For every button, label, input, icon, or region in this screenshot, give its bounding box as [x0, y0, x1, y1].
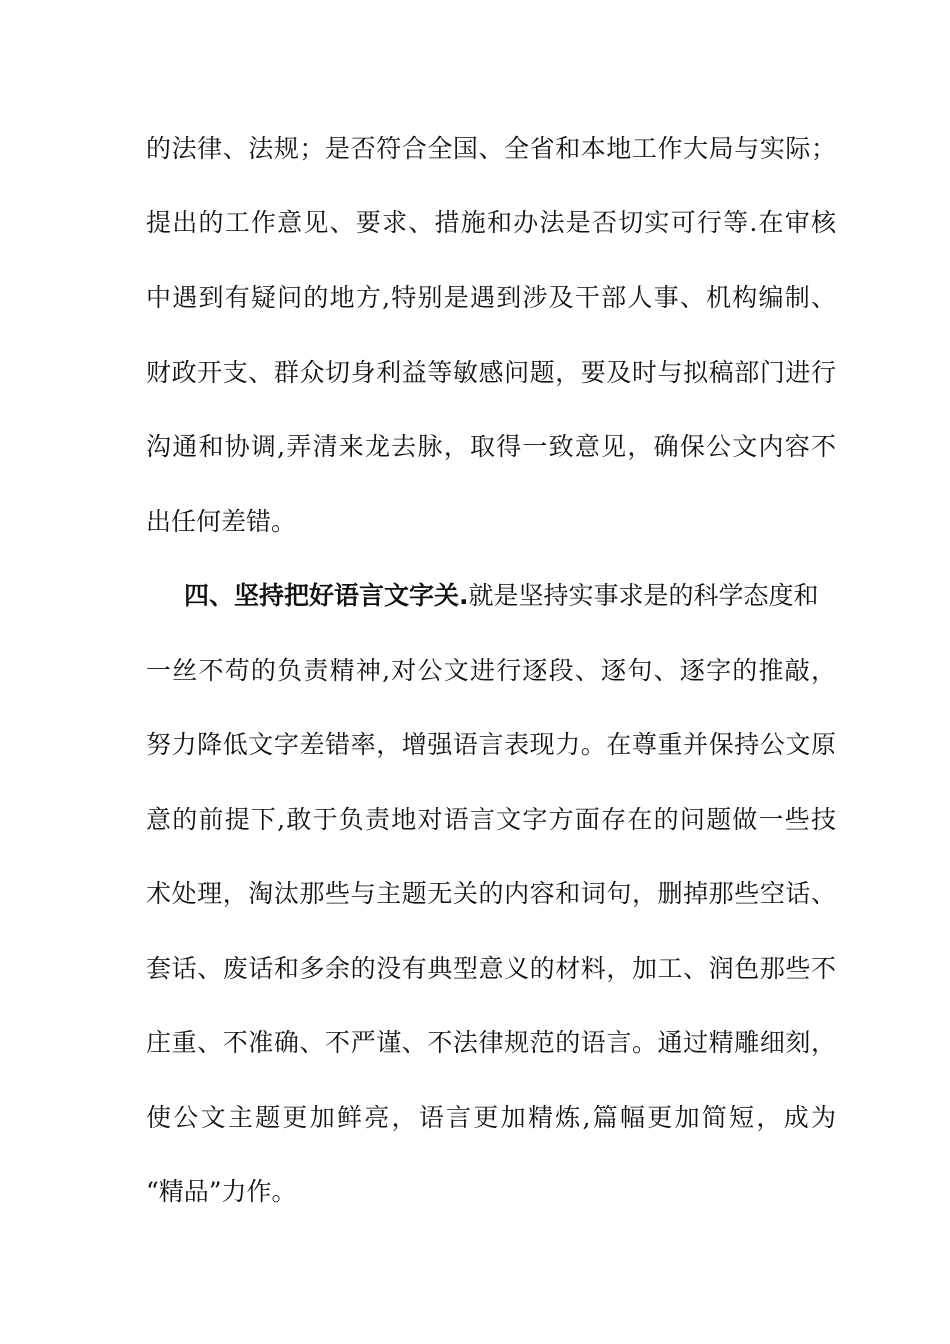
section-four-first-line-rest: 就是坚持实事求是的科学态度和 [468, 581, 819, 610]
paragraph-line: 术处理，淘汰那些与主题无关的内容和词句，删掉那些空话、 [146, 879, 836, 908]
paragraph-line: 财政开支、群众切身利益等敏感问题，要及时与拟稿部门进行 [146, 358, 836, 387]
paragraph-line-last: “精品”力作。 [146, 1177, 297, 1206]
paragraph-line: 套话、废话和多余的没有典型意义的材料，加工、润色那些不 [146, 954, 836, 983]
paragraph-line: 意的前提下,敢于负责地对语言文字方面存在的问题做一些技 [146, 805, 836, 834]
section-four-first-line [184, 576, 836, 616]
paragraph-line: 中遇到有疑问的地方,特别是遇到涉及干部人事、机构编制、 [146, 283, 836, 312]
section-four-heading: 四、坚持把好语言文字关. [184, 581, 469, 610]
paragraph-line: 一丝不苟的负责精神,对公文进行逐段、逐句、逐字的推敲， [146, 656, 836, 685]
paragraph-line: 的法律、法规；是否符合全国、全省和本地工作大局与实际； [146, 134, 836, 163]
paragraph-line: 沟通和协调,弄清来龙去脉，取得一致意见，确保公文内容不 [146, 432, 836, 461]
paragraph-line: 努力降低文字差错率，增强语言表现力。在尊重并保持公文原 [146, 730, 836, 759]
paragraph-line: 提出的工作意见、要求、措施和办法是否切实可行等.在审核 [146, 208, 836, 237]
paragraph-line: 使公文主题更加鲜亮，语言更加精炼,篇幅更加简短，成为 [146, 1103, 836, 1132]
paragraph-line: 庄重、不准确、不严谨、不法律规范的语言。通过精雕细刻， [146, 1028, 836, 1057]
paragraph-line-last: 出任何差错。 [146, 507, 297, 536]
